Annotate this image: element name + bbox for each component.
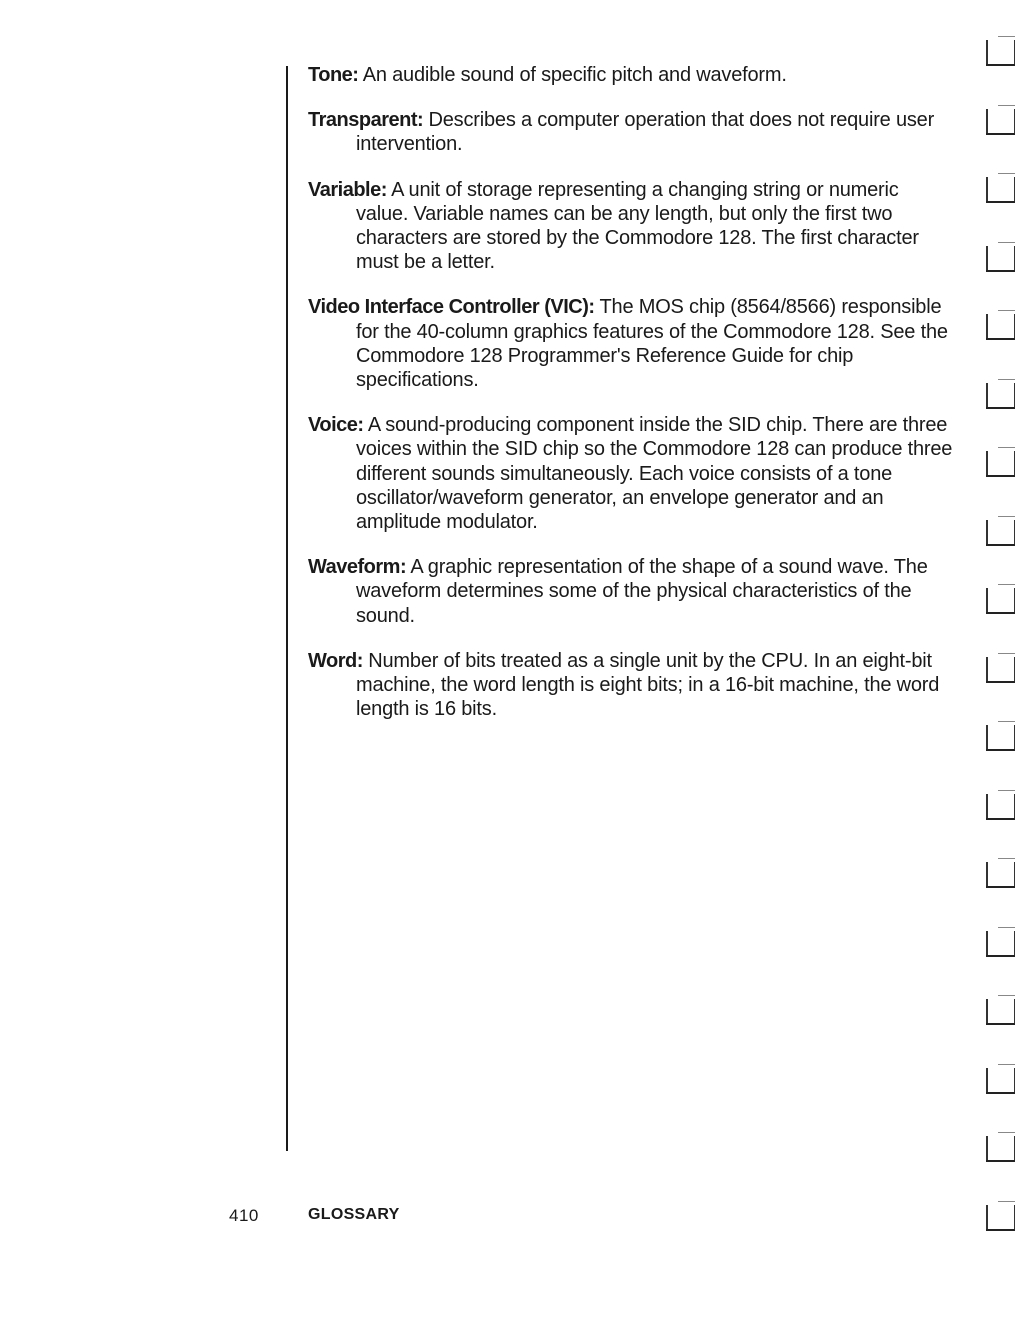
binding-mark-stroke (986, 1023, 1015, 1025)
binding-mark-stroke (986, 818, 1015, 820)
binding-hole-mark (984, 242, 1017, 274)
glossary-definition: A sound-producing component inside the SID chip. There are three voices within the SID chip so the Commodore 128 can produce three different sounds simultaneously. Each voice consists of a tone oscillator/waveform generator, an envelope generator and an amplitude modulator. (356, 414, 953, 534)
glossary-entry-variable (308, 178, 953, 275)
binding-mark-stroke (986, 725, 988, 751)
binding-hole-mark (984, 379, 1017, 411)
binding-mark-stroke (998, 790, 1015, 791)
binding-mark-stroke (986, 1092, 1015, 1094)
glossary-entry-transparent (308, 108, 953, 156)
glossary-entries (308, 63, 953, 742)
binding-mark-stroke (1014, 862, 1016, 888)
binding-mark-stroke (986, 886, 1015, 888)
binding-mark-stroke (1014, 1068, 1016, 1094)
binding-mark-stroke (1014, 383, 1016, 409)
binding-mark-stroke (998, 584, 1015, 585)
binding-mark-stroke (1014, 451, 1016, 477)
glossary-term: Transparent: (308, 109, 424, 132)
binding-mark-stroke (998, 379, 1015, 380)
glossary-entry-vic (308, 295, 953, 392)
binding-mark-stroke (998, 927, 1015, 928)
glossary-entry-word (308, 649, 953, 722)
binding-mark-stroke (986, 681, 1015, 683)
glossary-term: Video Interface Controller (VIC): (308, 296, 595, 319)
binding-mark-stroke (986, 270, 1015, 272)
binding-mark-stroke (986, 246, 988, 272)
glossary-term: Waveform: (308, 556, 407, 579)
binding-mark-stroke (986, 314, 988, 340)
binding-mark-stroke (986, 64, 1015, 66)
binding-mark-stroke (986, 862, 988, 888)
binding-hole-mark (984, 516, 1017, 548)
binding-mark-stroke (1014, 1205, 1016, 1231)
binding-mark-stroke (986, 520, 988, 546)
running-head: GLOSSARY (308, 1206, 400, 1223)
binding-mark-stroke (986, 383, 988, 409)
binding-mark-stroke (998, 310, 1015, 311)
binding-mark-stroke (986, 612, 1015, 614)
binding-mark-stroke (998, 858, 1015, 859)
binding-mark-stroke (998, 1132, 1015, 1133)
binding-mark-stroke (986, 749, 1015, 751)
binding-mark-stroke (998, 721, 1015, 722)
binding-mark-stroke (986, 544, 1015, 546)
binding-hole-mark (984, 995, 1017, 1027)
binding-mark-stroke (1014, 931, 1016, 957)
binding-mark-stroke (986, 133, 1015, 135)
glossary-term: Word: (308, 649, 363, 672)
binding-mark-stroke (986, 1068, 988, 1094)
glossary-definition: Describes a computer operation that does not require user intervention. (356, 109, 935, 156)
binding-mark-stroke (986, 1205, 988, 1231)
vertical-rule (286, 66, 288, 1151)
binding-mark-stroke (986, 201, 1015, 203)
binding-hole-mark (984, 653, 1017, 685)
binding-mark-stroke (1014, 657, 1016, 683)
glossary-term: Variable: (308, 178, 387, 201)
binding-mark-stroke (986, 1229, 1015, 1231)
binding-hole-mark (984, 173, 1017, 205)
binding-hole-mark (984, 1201, 1017, 1233)
glossary-definition: A graphic representation of the shape of a sound wave. The waveform determines some of the physical characteristics of the sound. (356, 556, 928, 627)
glossary-definition: The MOS chip (8564/8566) responsible for the 40-column graphics features of the Commodore 128. See the Commodore 128 Programmer's Reference Guide for chip specifications. (356, 296, 948, 392)
binding-mark-stroke (998, 242, 1015, 243)
binding-mark-stroke (1014, 725, 1016, 751)
glossary-definition: Number of bits treated as a single unit by the CPU. In an eight-bit machine, the word length is eight bits; in a 16-bit machine, the word length is 16 bits. (356, 649, 940, 721)
binding-mark-stroke (1014, 1136, 1016, 1162)
binding-hole-mark (984, 790, 1017, 822)
binding-mark-stroke (998, 105, 1015, 106)
binding-hole-mark (984, 1132, 1017, 1164)
binding-hole-mark (984, 858, 1017, 890)
glossary-entry-voice (308, 413, 953, 534)
glossary-term: Tone: (308, 64, 359, 86)
binding-mark-stroke (986, 657, 988, 683)
binding-mark-stroke (998, 447, 1015, 448)
binding-mark-stroke (986, 177, 988, 203)
binding-mark-stroke (986, 999, 988, 1025)
glossary-term: Voice: (308, 414, 364, 437)
binding-mark-stroke (1014, 40, 1016, 66)
binding-mark-stroke (1014, 520, 1016, 546)
binding-hole-mark (984, 1064, 1017, 1096)
binding-hole-mark (984, 447, 1017, 479)
glossary-entry-tone (308, 63, 953, 87)
binding-mark-stroke (998, 173, 1015, 174)
binding-mark-stroke (1014, 177, 1016, 203)
binding-hole-mark (984, 36, 1017, 68)
binding-hole-mark (984, 310, 1017, 342)
binding-mark-stroke (986, 407, 1015, 409)
binding-mark-stroke (998, 1201, 1015, 1202)
binding-mark-stroke (986, 588, 988, 614)
binding-mark-stroke (986, 1160, 1015, 1162)
binding-mark-stroke (986, 338, 1015, 340)
binding-mark-stroke (998, 36, 1015, 37)
binding-margin-marks (984, 36, 1024, 1296)
binding-mark-stroke (998, 995, 1015, 996)
binding-mark-stroke (1014, 999, 1016, 1025)
binding-mark-stroke (1014, 109, 1016, 135)
glossary-definition: A unit of storage representing a changing string or numeric value. Variable names can be any length, but only the first two characters are stored by the Commodore 128. The first character must be a letter. (356, 178, 919, 274)
binding-mark-stroke (986, 109, 988, 135)
binding-hole-mark (984, 927, 1017, 959)
page-number: 410 (229, 1206, 259, 1225)
binding-mark-stroke (1014, 314, 1016, 340)
glossary-definition: An audible sound of specific pitch and waveform. (362, 64, 787, 86)
glossary-entry-waveform (308, 555, 953, 628)
binding-mark-stroke (986, 955, 1015, 957)
binding-hole-mark (984, 584, 1017, 616)
binding-hole-mark (984, 721, 1017, 753)
binding-mark-stroke (1014, 588, 1016, 614)
binding-mark-stroke (998, 1064, 1015, 1065)
binding-mark-stroke (986, 40, 988, 66)
binding-mark-stroke (998, 516, 1015, 517)
binding-mark-stroke (986, 475, 1015, 477)
binding-mark-stroke (986, 794, 988, 820)
binding-mark-stroke (998, 653, 1015, 654)
binding-mark-stroke (1014, 794, 1016, 820)
binding-mark-stroke (986, 1136, 988, 1162)
binding-hole-mark (984, 105, 1017, 137)
binding-mark-stroke (1014, 246, 1016, 272)
binding-mark-stroke (986, 931, 988, 957)
binding-mark-stroke (986, 451, 988, 477)
